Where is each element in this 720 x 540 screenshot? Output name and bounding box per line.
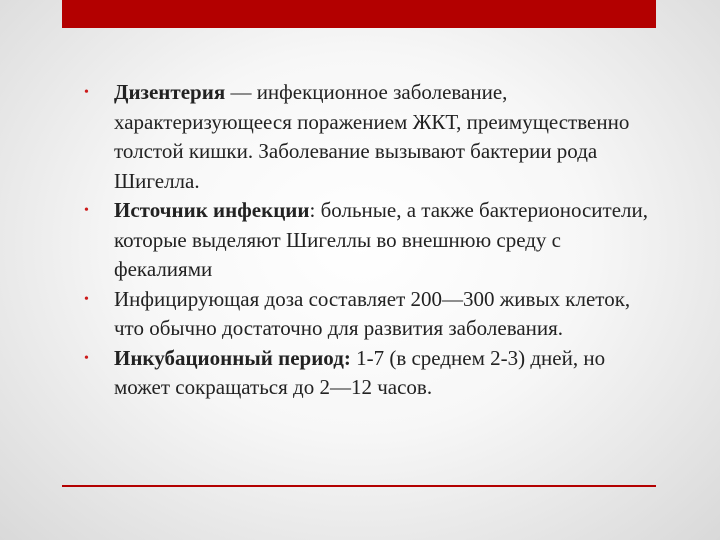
bullet-item-source	[84, 196, 664, 285]
bottom-divider	[62, 485, 656, 487]
bullet-icon: •	[84, 291, 89, 307]
bullet-text: 1-7 (в среднем 2-3) дней, но может сокращаться до 2—12 часов.	[114, 345, 606, 399]
bullet-item-dose	[84, 285, 664, 344]
bullet-term: Дизентерия	[114, 80, 226, 104]
bullet-item-incubation	[84, 344, 664, 403]
bullet-icon: •	[84, 203, 89, 218]
bullet-icon: •	[84, 350, 89, 366]
bullet-text: — инфекционное заболевание, характеризующееся поражением ЖКТ, преимущественно толстой кишки. Заболевание вызывают бактерии рода Шигелла.	[114, 80, 630, 193]
bullet-text: Инфицирующая доза составляет 200—300 живых клеток, что обычно достаточно для развития заболевания.	[114, 286, 631, 340]
slide-content	[84, 78, 664, 403]
bullet-term: Инкубационный период:	[114, 345, 351, 370]
bullet-term: Источник инфекции	[114, 198, 310, 222]
bullet-icon: •	[84, 85, 89, 100]
bullet-text: : больные, а также бактерионосители, которые выделяют Шигеллы во внешнюю среду с фекалиями	[114, 198, 649, 281]
top-accent-bar	[62, 0, 656, 28]
bullet-item-dysentery	[84, 78, 664, 196]
